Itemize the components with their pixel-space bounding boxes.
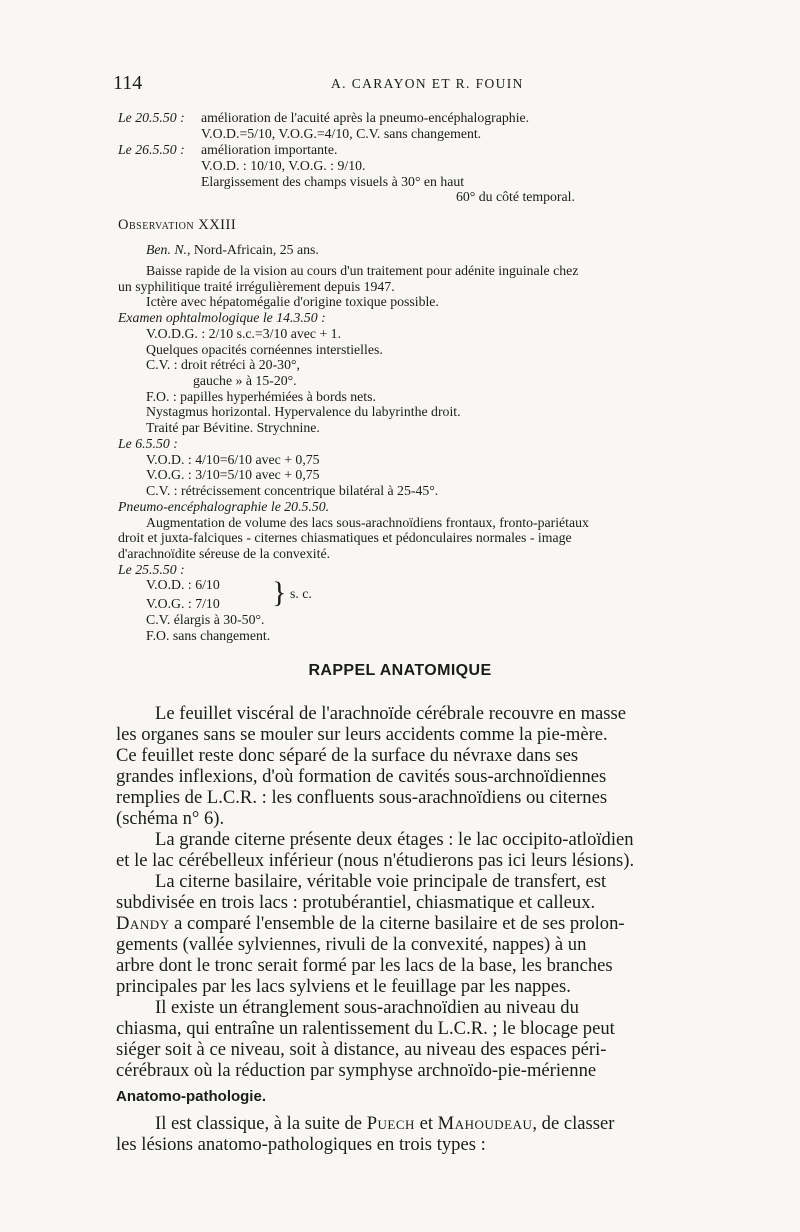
note-date: Le 20.5.50 :: [118, 110, 185, 125]
observation-line: C.V. élargis à 30-50°.: [146, 612, 265, 627]
observation-line: Baisse rapide de la vision au cours d'un traitement pour adénite inguinale chez: [146, 263, 579, 278]
body-line: Le feuillet viscéral de l'arachnoïde cérébrale recouvre en masse: [155, 703, 627, 724]
observation-line: s. c.: [290, 586, 312, 601]
running-head: A. CARAYON ET R. FOUIN: [331, 76, 524, 91]
observation-line: Traité par Bévitine. Strychnine.: [146, 420, 320, 435]
body-line: arbre dont le tronc serait formé par les lacs de la base, les branches: [116, 955, 613, 976]
body-line: La citerne basilaire, véritable voie principale de transfert, est: [155, 871, 607, 892]
observation-line: droit et juxta-falciques - citernes chiasmatiques et pédonculaires normales - image: [118, 530, 572, 545]
page-number: 114: [113, 72, 143, 94]
note-text: Elargissement des champs visuels à 30° en haut: [201, 174, 465, 189]
brace-icon: }: [272, 576, 287, 609]
body-line: remplies de L.C.R. : les confluents sous-arachnoïdiens ou citernes: [116, 787, 608, 808]
observation-line: un syphilitique traité irrégulièrement depuis 1947.: [118, 279, 395, 294]
observation-line: C.V. : rétrécissement concentrique bilatéral à 25-45°.: [146, 483, 439, 498]
observation-line: F.O. : papilles hyperhémiées à bords nets.: [146, 389, 376, 404]
note-text: V.O.D. : 10/10, V.O.G. : 9/10.: [201, 158, 366, 173]
observation-heading: Observation XXIII: [118, 217, 237, 233]
observation-line: Nystagmus horizontal. Hypervalence du labyrinthe droit.: [146, 404, 461, 419]
observation-line: V.O.D. : 6/10: [146, 577, 220, 592]
body-line: les organes sans se mouler sur leurs accidents comme la pie-mère.: [116, 724, 608, 745]
section-title: RAPPEL ANATOMIQUE: [308, 662, 492, 679]
observation-line: Quelques opacités cornéennes interstielles.: [146, 342, 383, 357]
observation-line: Le 25.5.50 :: [118, 562, 185, 577]
body-line: subdivisée en trois lacs : protubérantiel, chiasmatique et calleux.: [116, 892, 596, 913]
body-line: Il est classique, à la suite de Puech et Mahoudeau, de classer: [155, 1113, 615, 1134]
observation-line: Ictère avec hépatomégalie d'origine toxique possible.: [146, 294, 439, 309]
observation-line: Pneumo-encéphalographie le 20.5.50.: [118, 499, 330, 514]
observation-line: V.O.D. : 4/10=6/10 avec + 0,75: [146, 452, 320, 467]
body-line: et le lac cérébelleux inférieur (nous n'étudierons pas ici leurs lésions).: [116, 850, 635, 871]
body-line: chiasma, qui entraîne un ralentissement du L.C.R. ; le blocage peut: [116, 1018, 615, 1039]
note-text: 60° du côté temporal.: [456, 189, 575, 204]
body-line: Ce feuillet reste donc séparé de la surface du névraxe dans ses: [116, 745, 579, 766]
observation-line: F.O. sans changement.: [146, 628, 271, 643]
note-text: V.O.D.=5/10, V.O.G.=4/10, C.V. sans changement.: [201, 126, 482, 141]
body-line: siéger soit à ce niveau, soit à distance, au niveau des espaces péri-: [116, 1039, 607, 1060]
observation-line: C.V. : droit rétréci à 20-30°,: [146, 357, 300, 372]
body-line: (schéma n° 6).: [116, 808, 225, 829]
observation-line: Le 6.5.50 :: [118, 436, 178, 451]
subsection-title: Anatomo-pathologie.: [116, 1088, 266, 1105]
observation-line: d'arachnoïdite séreuse de la convexité.: [118, 546, 331, 561]
observation-line: Augmentation de volume des lacs sous-arachnoïdiens frontaux, fronto-pariétaux: [146, 515, 589, 530]
body-line: cérébraux où la réduction par symphyse archnoïdo-pie-mérienne: [116, 1060, 597, 1081]
note-text: amélioration de l'acuité après la pneumo-encéphalographie.: [201, 110, 530, 125]
body-line: grandes inflexions, d'où formation de cavités sous-archnoïdiennes: [116, 766, 607, 787]
body-line: gements (vallée sylviennes, rivuli de la convexité, nappes) à un: [116, 934, 587, 955]
observation-line: gauche » à 15-20°.: [193, 373, 297, 388]
observation-line: Examen ophtalmologique le 14.3.50 :: [118, 310, 326, 325]
page-header: [113, 72, 723, 94]
observation-line: V.O.D.G. : 2/10 s.c.=3/10 avec + 1.: [146, 326, 342, 341]
observation-line: V.O.G. : 3/10=5/10 avec + 0,75: [146, 467, 320, 482]
body-line: La grande citerne présente deux étages : le lac occipito-atloïdien: [155, 829, 634, 850]
observation-line: V.O.G. : 7/10: [146, 596, 220, 611]
body-line: Il existe un étranglement sous-arachnoïdien au niveau du: [155, 997, 579, 1018]
body-line: Dandy a comparé l'ensemble de la citerne basilaire et de ses prolon-: [116, 913, 625, 934]
note-text: amélioration importante.: [201, 142, 338, 157]
observation-line: Ben. N., Nord-Africain, 25 ans.: [146, 242, 319, 257]
body-line: principales par les lacs sylviens et le feuillage par les nappes.: [116, 976, 571, 997]
note-date: Le 26.5.50 :: [118, 142, 185, 157]
body-line: les lésions anatomo-pathologiques en trois types :: [116, 1134, 486, 1155]
